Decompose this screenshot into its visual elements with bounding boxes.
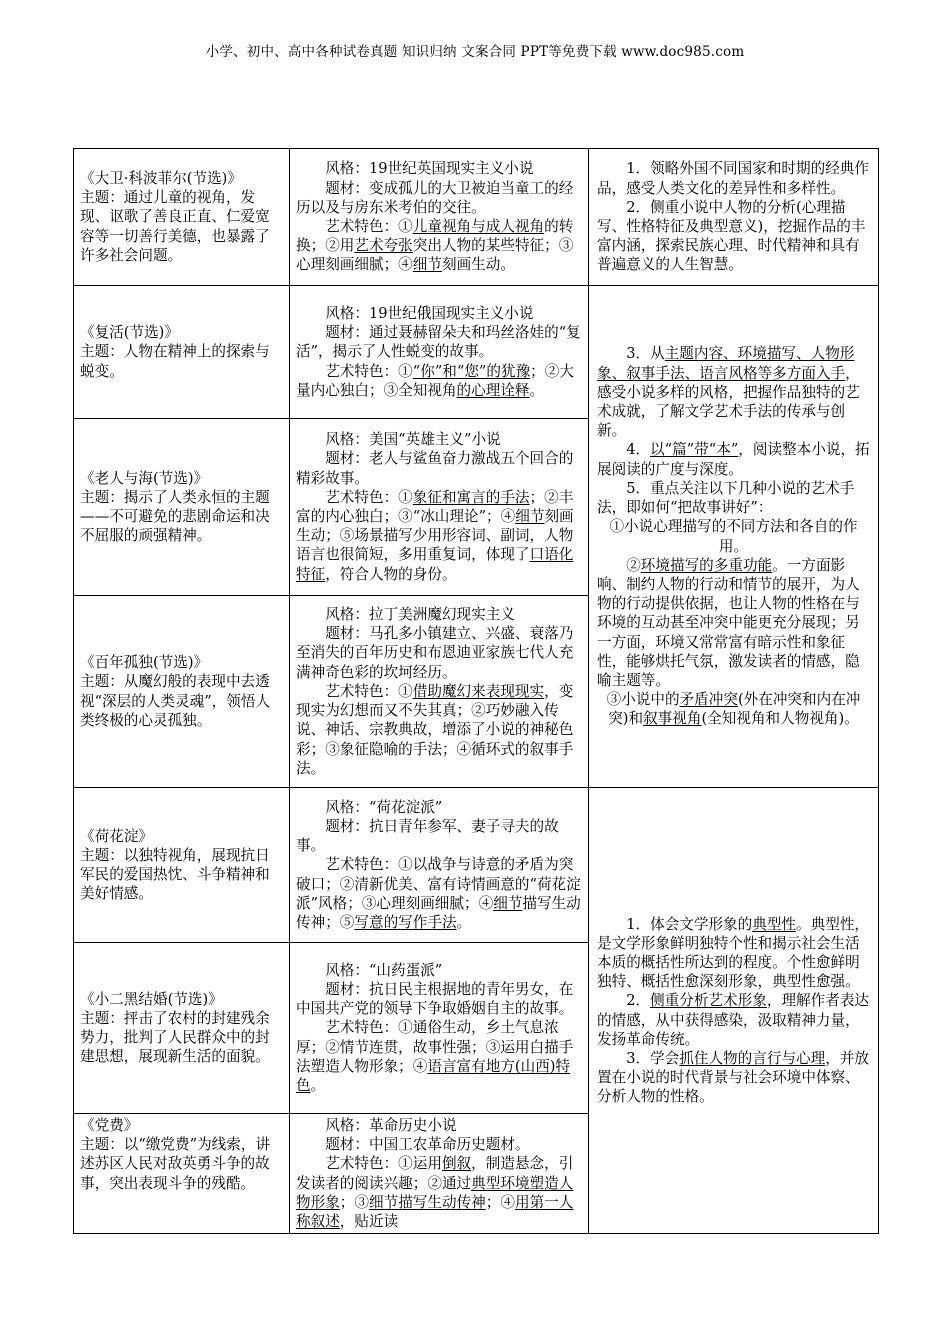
work-cell (74, 596, 290, 788)
style-text: 风格：革命历史小说 (325, 1117, 457, 1134)
art-text: 艺术特色：①儿童视角与成人视角的转换；②用艺术夸张突出人物的某些特征；③心理刻画细腻；④细节刻画生动。 (296, 218, 574, 274)
goal-text: 2．侧重小说中人物的分析(心理描写、性格特征及典型意义)，挖掘作品的丰富内涵，探索民族心理、时代精神和具有普遍意义的人生智慧。 (597, 198, 866, 274)
work-theme: 主题：以“缴党费”为线索，讲述苏区人民对敌英勇斗争的故事，突出表现斗争的残酷。 (80, 1136, 271, 1192)
art-text: 艺术特色：①“你”和“您”的犹豫；②大量内心独白；③全知视角的心理诠释。 (296, 362, 574, 399)
goal-subitem: ②环境描写的多重功能。一方面影响、制约人物的行动和情节的展开，为人物的行动提供依据，也让人物的性格在与环境的互动甚至冲突中能更充分展现；另一方面，环境又常常富有暗示性和象征性，能够烘托气氛，激发读者的情感，隐喻主题等。 (597, 556, 860, 689)
work-title: 《老人与海(节选)》 (80, 469, 209, 487)
work-cell (74, 149, 290, 286)
art-text: 艺术特色：①象征和寓言的手法；②丰富的内心独白；③“冰山理论”；④细节刻画生动；⑤场景描写少用形容词、副词，人物语言也很简短，多用重复词，体现了口语化特征，符合人物的身份。 (296, 488, 574, 583)
novel-study-table (73, 148, 879, 1234)
subject-text: 题材：变成孤儿的大卫被迫当童工的经历以及与房东米考伯的交往。 (296, 179, 574, 216)
work-title: 《复活(节选)》 (80, 324, 179, 342)
feature-cell (290, 419, 589, 596)
goal-text: 3．从主题内容、环境描写、人物形象、叙事手法、语言风格等多方面入手，感受小说多样的风格，把握作品独特的艺术成就，了解文学艺术手法的传承与创新。 (597, 345, 860, 440)
subject-text: 题材：抗日青年参军、妻子寻夫的故事。 (296, 817, 559, 855)
table-row (74, 149, 879, 286)
work-theme: 主题：抨击了农村的封建残余势力，批判了人民群众中的封建思想，展现新生活的面貌。 (80, 1009, 270, 1066)
art-text: 艺术特色：①借助魔幻来表现现实，变现实为幻想而又不失其真；②巧妙融入传说、神话、宗教典故，增添了小说的神秘色彩；③象征隐喻的手法；④循环式的叙事手法。 (296, 682, 574, 777)
art-text: 艺术特色：①运用倒叙，制造悬念，引发读者的阅读兴趣；②通过典型环境塑造人物形象；③细节描写生动传神；④用第一人称叙述，贴近读 (296, 1155, 574, 1231)
work-title: 《百年孤独(节选)》 (80, 654, 209, 672)
work-theme: 主题：揭示了人类永恒的主题——不可避免的悲剧命运和决不屈服的顽强精神。 (80, 488, 270, 545)
style-text: 风格：美国“英雄主义”小说 (325, 431, 501, 449)
work-title: 《荷花淀》 (80, 827, 153, 845)
work-theme: 主题：以独特视角，展现抗日军民的爱国热忱、斗争精神和美好情感。 (80, 846, 270, 903)
feature-cell (290, 1114, 589, 1234)
style-text: 风格：“山药蛋派” (325, 961, 443, 979)
subject-text: 题材：马孔多小镇建立、兴盛、衰落乃至消失的百年历史和布恩迪亚家族七代人充满神奇色彩的坎坷经历。 (296, 625, 574, 681)
goal-text: 4．以“篇”带“本”，阅读整本小说，拓展阅读的广度与深度。 (597, 441, 870, 478)
style-text: 风格：19世纪俄国现实主义小说 (325, 304, 534, 322)
work-cell (74, 943, 290, 1114)
feature-cell (290, 286, 589, 419)
work-cell (74, 286, 290, 419)
feature-cell (290, 788, 589, 943)
feature-cell (290, 596, 589, 788)
goals-cell-2 (589, 286, 879, 788)
goal-text: 2．侧重分析艺术形象，理解作者表达的情感，从中获得感染，汲取精神力量，发扬革命传统。 (597, 992, 870, 1048)
table-row (74, 788, 879, 943)
goal-text: 5．重点关注以下几种小说的艺术手法，即如何“把故事讲好”： (597, 479, 855, 517)
goal-text: 3．学会抓住人物的言行与心理，并放置在小说的时代背景与社会环境中体察、分析人物的性格。 (597, 1050, 870, 1106)
work-title: 《大卫·科波菲尔(节选)》 (80, 169, 242, 187)
work-title: 《小二黑结婚(节选)》 (80, 990, 223, 1008)
work-cell (74, 788, 290, 943)
style-text: 风格：拉丁美洲魔幻现实主义 (325, 606, 515, 624)
style-text: 风格：19世纪英国现实主义小说 (325, 160, 534, 178)
work-theme: 主题：人物在精神上的探索与蜕变。 (80, 343, 270, 380)
goal-subitem: ①小说心理描写的不同方法和各自的作用。 (609, 518, 858, 555)
art-text: 艺术特色：①通俗生动，乡土气息浓厚；②情节连贯，故事性强；③运用白描手法塑造人物形象；④语言富有地方(山西)特色。 (296, 1019, 574, 1094)
subject-text: 题材：老人与鲨鱼奋力激战五个回合的精彩故事。 (296, 450, 574, 487)
table-row (74, 286, 879, 419)
work-title: 《党费》 (80, 1117, 139, 1134)
goals-cell-1 (589, 149, 879, 286)
work-cell (74, 1114, 290, 1234)
page-header: 小学、初中、高中各种试卷真题 知识归纳 文案合同 PPT等免费下载 www.doc985.com (205, 44, 745, 60)
work-cell (74, 419, 290, 596)
subject-text: 题材：中国工农革命历史题材。 (325, 1136, 530, 1154)
subject-text: 题材：抗日民主根据地的青年男女，在中国共产党的领导下争取婚姻自主的故事。 (296, 980, 574, 1018)
art-text: 艺术特色：①以战争与诗意的矛盾为突破口；②清新优美、富有诗情画意的“荷花淀派”风格；③心理刻画细腻；④细节描写生动传神；⑤写意的写作手法。 (296, 856, 581, 931)
work-theme: 主题：从魔幻般的表现中去透视“深层的人类灵魂”，领悟人类终极的心灵孤独。 (80, 673, 271, 729)
work-theme: 主题：通过儿童的视角，发现、讴歌了善良正直、仁爱宽容等一切善行美德，也暴露了许多社会问题。 (80, 189, 270, 264)
goal-text: 1．领略外国不同国家和时期的经典作品，感受人类文化的差异性和多样性。 (597, 160, 869, 197)
subject-text: 题材：通过聂赫留朵夫和玛丝洛娃的“复活”，揭示了人性蜕变的故事。 (296, 324, 581, 361)
feature-cell (290, 149, 589, 286)
style-text: 风格：“荷花淀派” (325, 798, 443, 816)
goals-cell-3 (589, 788, 879, 1234)
goal-subitem: ③小说中的矛盾冲突(外在冲突和内在冲突)和叙事视角(全知视角和人物视角)。 (606, 691, 861, 728)
feature-cell (290, 943, 589, 1114)
goal-text: 1．体会文学形象的典型性。典型性，是文学形象鲜明独特个性和揭示社会生活本质的概括性所达到的程度。个性愈鲜明独特、概括性愈深刻形象，典型性愈强。 (597, 915, 870, 991)
